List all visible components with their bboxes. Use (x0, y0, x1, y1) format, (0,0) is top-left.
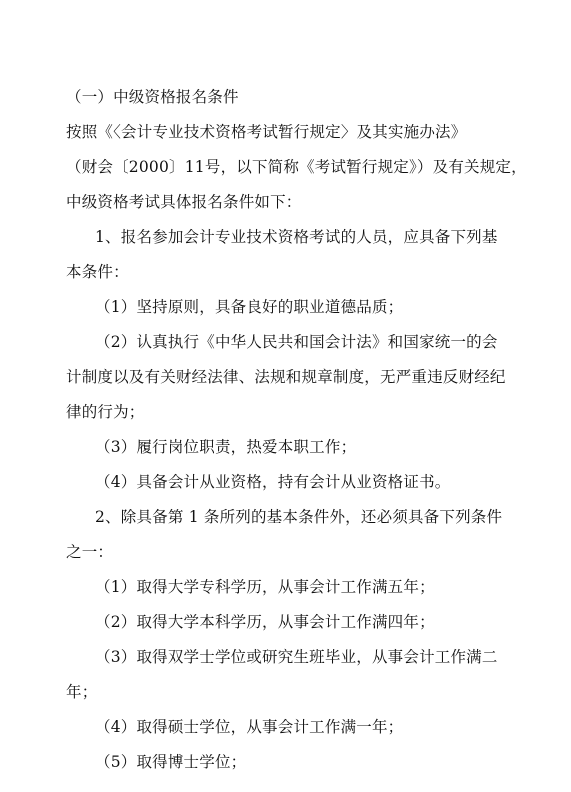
paragraph-line: （财会〔2000〕11号，以下简称《考试暂行规定》）及有关规定， (66, 158, 527, 176)
sub-item-text: （2）认真执行《中华人民共和国会计法》和国家统一的会 (95, 333, 498, 351)
sub-item-text: （4）具备会计从业资格，持有会计从业资格证书。 (95, 473, 451, 491)
list-item-text: 本条件： (66, 263, 129, 281)
sub-item-text: （5）取得博士学位； (95, 753, 247, 771)
sub-item-text: （3）取得双学士学位或研究生班毕业，从事会计工作满二 (95, 648, 498, 666)
list-item-text: 2、除具备第 1 条所列的基本条件外，还必须具备下列条件 (95, 508, 503, 526)
paragraph-line: 中级资格考试具体报名条件如下： (66, 193, 302, 211)
paragraph-line: 按照《〈会计专业技术资格考试暂行规定〉及其实施办法》 (66, 123, 467, 141)
list-item-text: 之一： (66, 543, 114, 561)
sub-item-text: （1）坚持原则，具备良好的职业道德品质； (95, 298, 404, 316)
sub-item-text: 计制度以及有关财经法律、法规和规章制度，无严重违反财经纪 (66, 368, 506, 386)
sub-item-text: 律的行为； (66, 403, 145, 421)
sub-item-text: （3）履行岗位职责，热爱本职工作； (95, 438, 357, 456)
sub-item-text: 年； (66, 683, 98, 701)
sub-item-text: （1）取得大学专科学历，从事会计工作满五年； (95, 578, 435, 596)
section-heading: （一）中级资格报名条件 (66, 88, 239, 106)
sub-item-text: （2）取得大学本科学历，从事会计工作满四年； (95, 613, 435, 631)
list-item-text: 1、报名参加会计专业技术资格考试的人员，应具备下列基 (95, 228, 498, 246)
sub-item-text: （4）取得硕士学位，从事会计工作满一年； (95, 718, 404, 736)
